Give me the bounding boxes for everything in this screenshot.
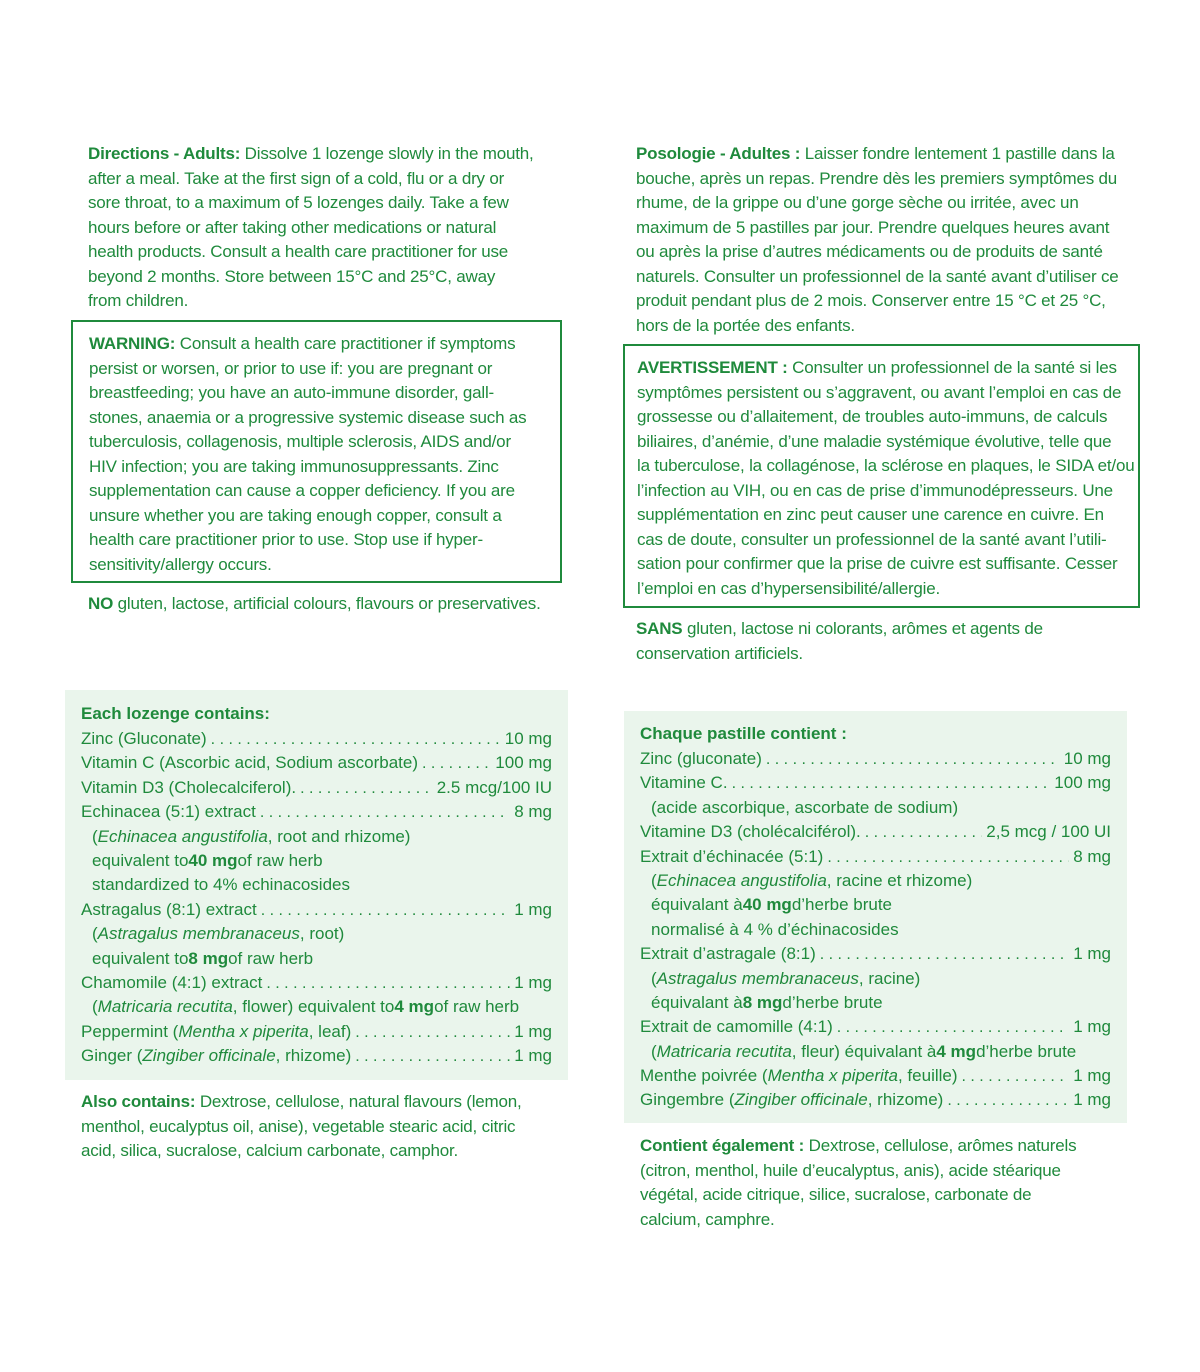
ingredient-row bbox=[81, 1044, 552, 1068]
ingredient-amount: 100 mg bbox=[1054, 773, 1111, 793]
dot-leader bbox=[300, 777, 433, 800]
ingredient-name: Echinacea (5:1) extract bbox=[81, 802, 256, 822]
ingredient-row bbox=[640, 1064, 1111, 1088]
dot-leader bbox=[355, 1021, 510, 1044]
free-from-en bbox=[88, 592, 578, 617]
ingredient-row bbox=[640, 747, 1111, 771]
ingredient-name: Zinc (gluconate) bbox=[640, 749, 762, 768]
ingredient-row bbox=[640, 942, 1111, 966]
ingredient-row bbox=[81, 727, 552, 751]
warning-label-fr: AVERTISSEMENT : bbox=[637, 358, 788, 377]
also-contains-label-fr: Contient également : bbox=[640, 1136, 805, 1155]
free-from-label-en: NO bbox=[88, 594, 114, 613]
ingredient-row bbox=[640, 1015, 1111, 1039]
ingredient-amount: 1 mg bbox=[514, 899, 552, 919]
directions-en bbox=[88, 142, 568, 314]
dot-leader bbox=[261, 899, 510, 922]
ingredient-amount: 1 mg bbox=[1073, 944, 1111, 964]
ingredient-amount: 1 mg bbox=[514, 972, 552, 992]
ingredient-detail: equivalent to 8 mg of raw herb bbox=[92, 948, 314, 968]
ingredient-row bbox=[640, 820, 1111, 844]
ingredient-amount: 2,5 mcg / 100 UI bbox=[986, 822, 1111, 842]
ingredient-row bbox=[640, 845, 1111, 869]
ingredient-amount: 1 mg bbox=[1073, 1090, 1111, 1110]
warning-box-fr bbox=[623, 344, 1140, 608]
also-contains-en bbox=[81, 1090, 561, 1164]
directions-label-en: Directions - Adults: bbox=[88, 144, 241, 163]
ingredients-list-fr bbox=[640, 747, 1111, 1113]
free-from-text-fr: gluten, lactose ni colorants, arômes et agents de conservation artificiels. bbox=[636, 619, 1043, 663]
ingredient-row bbox=[81, 776, 552, 800]
directions-fr bbox=[636, 142, 1136, 338]
ingredient-amount: 1 mg bbox=[1073, 1017, 1111, 1037]
directions-label-fr: Posologie - Adultes : bbox=[636, 144, 801, 163]
ingredient-name: Vitamine C. bbox=[640, 773, 728, 793]
also-contains-text-en: Dextrose, cellulose, natural flavours (lemon, menthol, eucalyptus oil, anise), vegetable stearic acid, citric acid, silica, sucralose, calcium carbonate, camphor. bbox=[81, 1092, 522, 1160]
ingredient-name: Vitamine D3 (cholécalciférol). bbox=[640, 822, 861, 842]
ingredient-row bbox=[81, 1020, 552, 1044]
dot-leader bbox=[827, 846, 1069, 869]
warning-text-fr: Consulter un professionnel de la santé si les symptômes persistent ou s’aggravent, ou avant l’emploi en cas de grossesse ou d’allaitement, de troubles auto-immuns, de calculs biliaires, d’anémie, d’une maladie systémique évolutive, telle que la tuberculose, la collagénose, la sclérose en plaques, le SIDA et/ou l’infection au VIH, ou en cas de prise d’immunodépresseurs. Une supplémentation en zinc peut causer une carence en cuivre. En cas de doute, consulter un professionnel de la santé avant l’utili- sation pour confirmer que la prise de cuivre est suffisante. Cesser l’emploi en cas d’hypersensibilité/allergie. bbox=[637, 358, 1135, 598]
ingredient-name: Vitamin C (Ascorbic acid, Sodium ascorbate) bbox=[81, 753, 418, 773]
ingredient-detail: équivalant à 8 mg d’herbe brute bbox=[651, 992, 883, 1012]
ingredient-row bbox=[81, 751, 552, 775]
dot-leader bbox=[211, 728, 501, 751]
ingredient-amount: 100 mg bbox=[495, 753, 552, 773]
ingredient-name: Zinc (Gluconate) bbox=[81, 729, 207, 748]
warning-en bbox=[89, 332, 559, 577]
ingredients-panel-en bbox=[65, 690, 568, 1080]
dot-leader bbox=[732, 772, 1051, 795]
free-from-label-fr: SANS bbox=[636, 619, 683, 638]
ingredient-name: Extrait de camomille (4:1) bbox=[640, 1017, 833, 1037]
ingredient-row bbox=[640, 1088, 1111, 1112]
directions-text-fr: Laisser fondre lentement 1 pastille dans la bouche, après un repas. Prendre dès les premiers symptômes du rhume, de la grippe ou d’une gorge sèche ou irritée, avec un maximum de 5 pastilles par jour. Prendre quelques heures avant ou après la prise d’autres médicaments ou de produits de santé naturels. Consulter un professionnel de la santé avant d’utiliser ce produit pendant plus de 2 mois. Conserver entre 15 °C et 25 °C, hors de la portée des enfants. bbox=[636, 144, 1119, 335]
ingredient-detail: standardized to 4% echinacosides bbox=[92, 875, 350, 895]
free-from-text-en: gluten, lactose, artificial colours, flavours or preservatives. bbox=[113, 594, 541, 613]
ingredient-detail: ( Matricaria recutita , flower) equivalent to 4 mg of raw herb bbox=[92, 997, 520, 1017]
warning-box-en bbox=[71, 320, 562, 583]
dot-leader bbox=[422, 752, 491, 775]
ingredient-detail: ( Astragalus membranaceus , root) bbox=[92, 924, 345, 944]
free-from-fr bbox=[636, 617, 1136, 666]
also-contains-label-en: Also contains: bbox=[81, 1092, 196, 1111]
warning-fr bbox=[637, 356, 1137, 601]
ingredients-panel-fr bbox=[624, 711, 1127, 1123]
ingredient-amount: 1 mg bbox=[514, 1046, 552, 1066]
dot-leader bbox=[962, 1065, 1070, 1088]
ingredient-row bbox=[81, 971, 552, 995]
ingredient-row bbox=[81, 800, 552, 824]
ingredient-amount: 8 mg bbox=[1073, 846, 1111, 866]
ingredients-heading-en: Each lozenge contains: bbox=[81, 704, 270, 723]
ingredient-name: Astragalus (8:1) extract bbox=[81, 899, 257, 919]
also-contains-fr bbox=[640, 1134, 1130, 1232]
ingredient-name: Peppermint (Mentha x piperita, leaf) bbox=[81, 1021, 352, 1041]
ingredients-list-en bbox=[81, 727, 552, 1068]
ingredients-heading-fr: Chaque pastille contient : bbox=[640, 724, 847, 743]
ingredient-row bbox=[640, 771, 1111, 795]
ingredient-detail: ( Echinacea angustifolia , root and rhizome) bbox=[92, 826, 411, 846]
ingredient-detail: ( Matricaria recutita , fleur) équivalant à 4 mg d’herbe brute bbox=[651, 1041, 1077, 1061]
ingredient-name: Ginger (Zingiber officinale, rhizome) bbox=[81, 1046, 352, 1066]
ingredient-amount: 10 mg bbox=[1063, 749, 1111, 768]
warning-text-en: Consult a health care practitioner if symptoms persist or worsen, or prior to use if: you are pregnant or breastfeeding; you have an auto-immune disorder, gall- stones, anaemia or a progressive systemic disease such as tuberculosis, collagenosis, multiple sclerosis, AIDS and/or HIV infection; you are taking immunosuppressants. Zinc supplementation can cause a copper deficiency. If you are unsure whether you are taking enough copper, consult a health care practitioner prior to use. Stop use if hyper- sensitivity/allergy occurs. bbox=[89, 334, 527, 574]
dot-leader bbox=[865, 821, 982, 844]
warning-label-en: WARNING: bbox=[89, 334, 176, 353]
ingredient-detail: équivalant à 40 mg d’herbe brute bbox=[651, 895, 893, 915]
dot-leader bbox=[820, 943, 1069, 966]
ingredient-detail: ( Astragalus membranaceus , racine) bbox=[651, 968, 921, 988]
dot-leader bbox=[266, 972, 510, 995]
ingredient-detail: normalisé à 4 % d’échinacosides bbox=[651, 919, 899, 939]
ingredient-name: Extrait d’échinacée (5:1) bbox=[640, 846, 824, 866]
ingredient-name: Menthe poivrée (Mentha x piperita, feuille) bbox=[640, 1066, 958, 1086]
ingredient-name: Gingembre (Zingiber officinale, rhizome) bbox=[640, 1090, 944, 1110]
ingredient-name: Vitamin D3 (Cholecalciferol). bbox=[81, 777, 297, 797]
ingredient-name: Chamomile (4:1) extract bbox=[81, 972, 263, 992]
ingredient-amount: 8 mg bbox=[514, 802, 552, 822]
ingredient-amount: 10 mg bbox=[504, 729, 552, 748]
also-contains-text-fr: Dextrose, cellulose, arômes naturels (citron, menthol, huile d’eucalyptus, anis), acide stéarique végétal, acide citrique, silice, sucralose, carbonate de calcium, camphre. bbox=[640, 1136, 1077, 1229]
dot-leader bbox=[260, 801, 510, 824]
ingredient-detail: equivalent to 40 mg of raw herb bbox=[92, 850, 323, 870]
ingredient-amount: 2.5 mcg/100 IU bbox=[436, 777, 552, 797]
ingredient-row bbox=[81, 898, 552, 922]
dot-leader bbox=[947, 1089, 1069, 1112]
dot-leader bbox=[766, 748, 1060, 771]
ingredient-detail: ( Echinacea angustifolia , racine et rhizome) bbox=[651, 870, 973, 890]
dot-leader bbox=[355, 1045, 510, 1068]
ingredient-amount: 1 mg bbox=[1073, 1066, 1111, 1086]
directions-text-en: Dissolve 1 lozenge slowly in the mouth, after a meal. Take at the first sign of a cold, flu or a dry or sore throat, to a maximum of 5 lozenges daily. Take a few hours before or after taking other medications or natural health products. Consult a health care practitioner for use beyond 2 months. Store between 15°C and 25°C, away from children. bbox=[88, 144, 534, 310]
ingredient-name: Extrait d’astragale (8:1) bbox=[640, 944, 816, 964]
ingredient-detail: (acide ascorbique, ascorbate de sodium) bbox=[651, 797, 959, 817]
dot-leader bbox=[837, 1016, 1069, 1039]
ingredient-amount: 1 mg bbox=[514, 1021, 552, 1041]
